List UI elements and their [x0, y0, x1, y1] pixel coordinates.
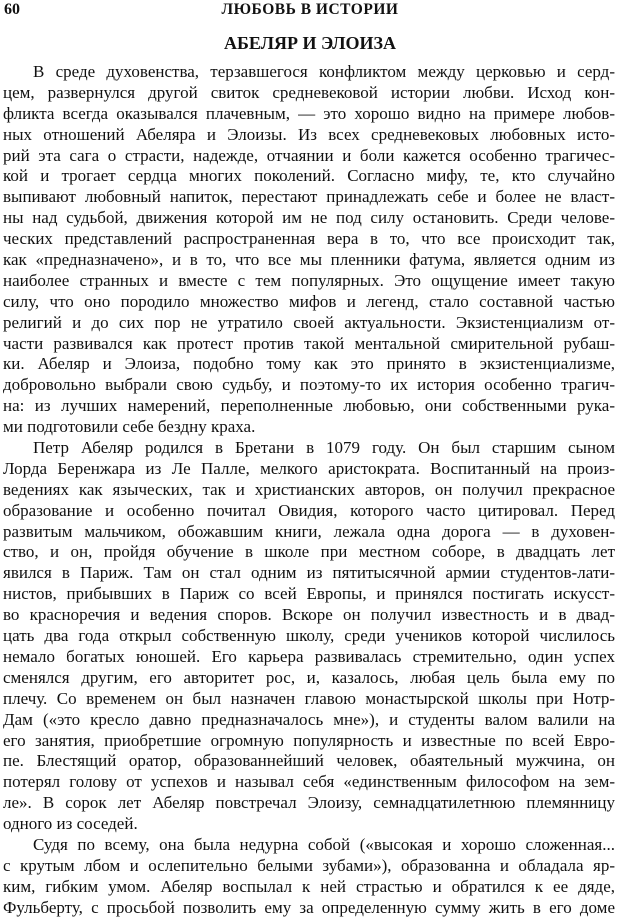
text-line: образование и особенно почитал Овидия, которого часто цитировал. Перед	[3, 500, 615, 520]
chapter-title: АБЕЛЯР И ЭЛОИЗА	[223, 33, 397, 53]
text-line: ство, и он, пройдя обучение в школе при местном соборе, в двадцать лет	[3, 542, 615, 562]
text-line: Дам («это кресло давно предназначалось мне»), и студенты валом валили на	[3, 709, 615, 729]
text-line: Петр Абеляр родился в Бретани в 1079 году. Он был старшим сыном	[33, 438, 615, 458]
text-line: во красноречия и ведения споров. Вскоре он получил известность и в двад-	[3, 605, 615, 625]
text-line: цем, развернулся другой свиток средневековой истории любви. Исход кон-	[3, 82, 615, 102]
text-line: ки. Абеляр и Элоиза, подобно тому как это принято в экзистенциализме,	[3, 354, 615, 374]
page-number: 60	[4, 1, 20, 18]
text-line: рий эта сага о страсти, надежде, отчаянии и боли кажется особенно трагичес-	[3, 145, 615, 165]
text-line: наиболее странных и вместе с тем популярных. Это ощущение имеет такую	[3, 270, 615, 290]
text-line: одного из соседей.	[3, 814, 138, 834]
running-header	[4, 0, 616, 22]
text-line: явился в Париж. Там он стал одним из пятитысячной армии студентов-лати-	[3, 563, 615, 583]
text-line: плечу. Со временем он был назначен главою монастырской школы при Нотр-	[3, 688, 615, 708]
text-line: немало богатых юношей. Его карьера развивалась стремительно, один успех	[3, 646, 615, 666]
text-line: пе. Блестящий оратор, образованнейший человек, обаятельный мужчина, он	[3, 751, 615, 771]
text-line: нистов, прибывших в Париж со всей Европы, и принялся постигать искусст-	[3, 584, 615, 604]
text-line: ле». В сорок лет Абеляр повстречал Элоизу, семнадцатилетнюю племянницу	[3, 793, 615, 813]
text-line: с крутым лбом и ослепительно белыми зубами»), образованна и обладала яр-	[3, 855, 615, 875]
text-line: Фульберту, с просьбой позволить ему за определенную сумму жить в его доме	[3, 897, 615, 917]
text-line: силу, что оно породило множество мифов и легенд, стало составной частью	[3, 291, 615, 311]
text-line: потерял голову от успехов и называл себя «единственным философом на зем-	[3, 772, 615, 792]
text-line: ческих представлений распространенная вера в то, что все происходит так,	[3, 229, 615, 249]
text-line: сменялся другим, его авторитет рос, и, казалось, любая цель была ему по	[3, 667, 615, 687]
text-line: его занятия, приобретшие огромную популярность и известные по всей Евро-	[3, 730, 615, 750]
text-line: ны над судьбой, движения которой им не под силу остановить. Среди челове-	[3, 208, 615, 228]
text-line: выпивают любовный напиток, перестают принадлежать себе и более не власт-	[3, 187, 615, 207]
text-line: ким, гибким умом. Абеляр воспылал к ней страстью и обратился к ее дяде,	[3, 876, 615, 896]
text-line: добровольно выбрали свою судьбу, и поэтому-то их история особенно трагич-	[3, 375, 615, 395]
text-line: части развивался как протест против такой ментальной смирительной рубаш-	[3, 333, 615, 353]
text-line: на: из лучших намерений, переполненные любовью, они собственными рука-	[3, 396, 615, 416]
body-text	[3, 62, 615, 919]
text-line: кой и трогает сердца многих поколений. Согласно мифу, те, кто случайно	[3, 166, 615, 186]
text-line: как «предназначено», и в то, что все мы пленники фатума, является одним из	[3, 250, 615, 270]
text-line: Лорда Беренжара из Ле Палле, мелкого аристократа. Воспитанный на произ-	[3, 458, 615, 478]
text-line: религий и до сих пор не утратило своей актуальности. Экзистенциализм от-	[3, 312, 615, 332]
running-title: ЛЮБОВЬ В ИСТОРИИ	[221, 1, 399, 18]
text-line: ми подготовили себе бездну краха.	[3, 417, 256, 437]
text-line: фликта всегда оказывался плачевным, — это хорошо видно на примере любов-	[3, 103, 615, 123]
text-line: развитым мальчиком, обожавшим книги, лежала одна дорога — в духовен-	[3, 521, 615, 541]
text-line: ведениях как языческих, так и христианских авторов, он получил прекрасное	[3, 479, 615, 499]
text-line: Судя по всему, она была недурна собой («высокая и хорошо сложенная...	[33, 834, 615, 854]
text-line: В среде духовенства, терзавшегося конфликтом между церковью и серд-	[33, 62, 615, 81]
text-line: цать два года открыл собственную школу, среди учеников которой числилось	[3, 626, 615, 646]
text-line: ных отношений Абеляра и Элоизы. Из всех средневековых любовных исто-	[3, 124, 615, 144]
